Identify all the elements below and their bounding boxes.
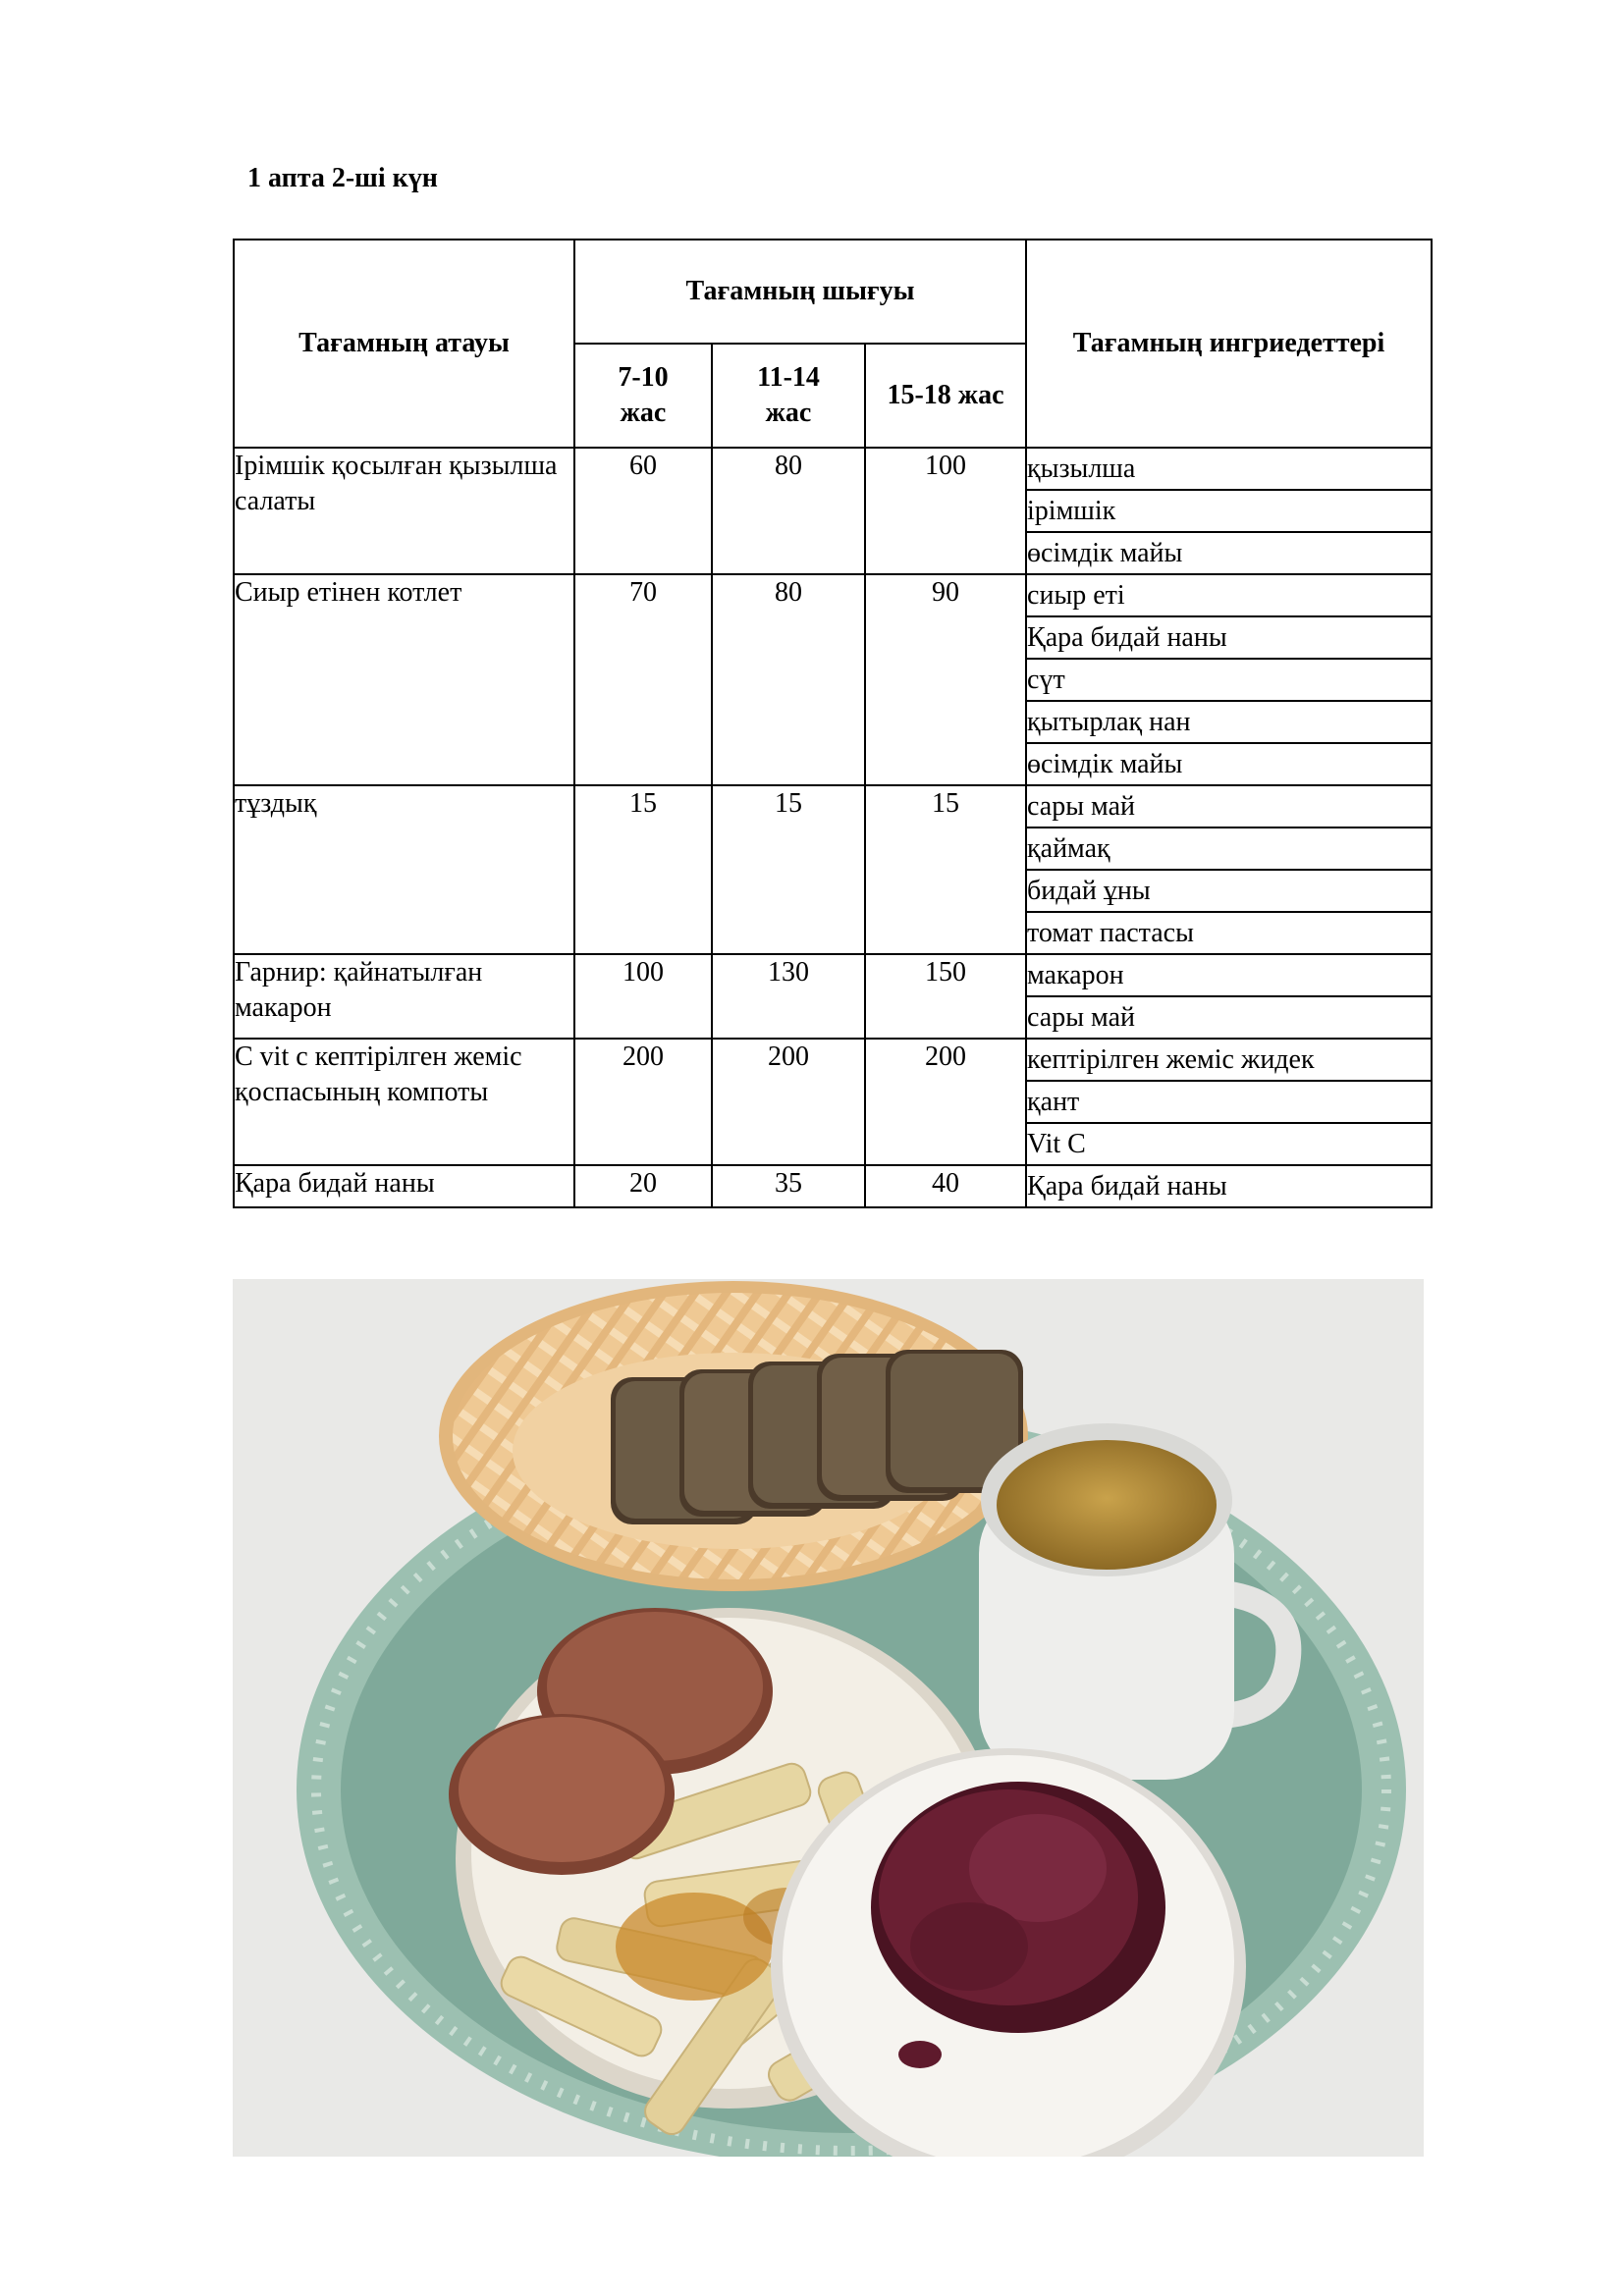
ingredient: өсімдік майы: [1026, 532, 1432, 574]
header-age-group: 15-18 жас: [865, 344, 1026, 448]
dish-name: Сиыр етінен котлет: [234, 574, 574, 785]
meal-photo: [233, 1279, 1424, 2157]
portion-value: 40: [865, 1165, 1026, 1207]
portion-value: 80: [712, 574, 865, 785]
portion-value: 20: [574, 1165, 712, 1207]
table-row: [234, 785, 1432, 828]
portion-value: 100: [865, 448, 1026, 574]
header-dish-name: Тағамның атауы: [234, 240, 574, 448]
ingredient: сиыр еті: [1026, 574, 1432, 616]
table-row: [234, 1039, 1432, 1081]
ingredient: қытырлақ нан: [1026, 701, 1432, 743]
portion-value: 15: [865, 785, 1026, 954]
portion-value: 150: [865, 954, 1026, 1039]
ingredient: қант: [1026, 1081, 1432, 1123]
header-output: Тағамның шығуы: [574, 240, 1026, 344]
dish-name: Гарнир: қайнатылған макарон: [234, 954, 574, 1039]
page-heading: 1 апта 2-ші күн: [247, 163, 438, 193]
portion-value: 200: [865, 1039, 1026, 1165]
menu-table-body: [234, 448, 1432, 1207]
portion-value: 70: [574, 574, 712, 785]
portion-value: 35: [712, 1165, 865, 1207]
ingredient: қызылша: [1026, 448, 1432, 490]
table-row: [234, 954, 1432, 996]
portion-value: 200: [574, 1039, 712, 1165]
ingredient: қаймақ: [1026, 828, 1432, 870]
portion-value: 200: [712, 1039, 865, 1165]
ingredient: сүт: [1026, 659, 1432, 701]
ingredient: өсімдік майы: [1026, 743, 1432, 785]
header-age-group: 11-14 жас: [712, 344, 865, 448]
table-row: [234, 448, 1432, 490]
portion-value: 15: [574, 785, 712, 954]
table-row: [234, 1165, 1432, 1207]
ingredient: Vit C: [1026, 1123, 1432, 1165]
header-age-group: 7-10 жас: [574, 344, 712, 448]
portion-value: 130: [712, 954, 865, 1039]
dish-name: С vit с кептірілген жеміс қоспасының компоты: [234, 1039, 574, 1165]
dish-name: тұздық: [234, 785, 574, 954]
ingredient: сары май: [1026, 785, 1432, 828]
menu-table: [233, 239, 1433, 1208]
table-row: [234, 574, 1432, 616]
portion-value: 90: [865, 574, 1026, 785]
ingredient: томат пастасы: [1026, 912, 1432, 954]
ingredient: Қара бидай наны: [1026, 616, 1432, 659]
ingredient: бидай ұны: [1026, 870, 1432, 912]
dish-name: Қара бидай наны: [234, 1165, 574, 1207]
ingredient: Қара бидай наны: [1026, 1165, 1432, 1207]
bread-basket: [439, 1281, 1028, 1591]
header-ingredients: Тағамның ингриедеттері: [1026, 240, 1432, 448]
portion-value: 60: [574, 448, 712, 574]
portion-value: 100: [574, 954, 712, 1039]
portion-value: 80: [712, 448, 865, 574]
ingredient: макарон: [1026, 954, 1432, 996]
meal-photo-icon: [233, 1279, 1424, 2157]
ingredient: ірімшік: [1026, 490, 1432, 532]
dish-name: Ірімшік қосылған қызылша салаты: [234, 448, 574, 574]
portion-value: 15: [712, 785, 865, 954]
ingredient: кептірілген жеміс жидек: [1026, 1039, 1432, 1081]
ingredient: сары май: [1026, 996, 1432, 1039]
